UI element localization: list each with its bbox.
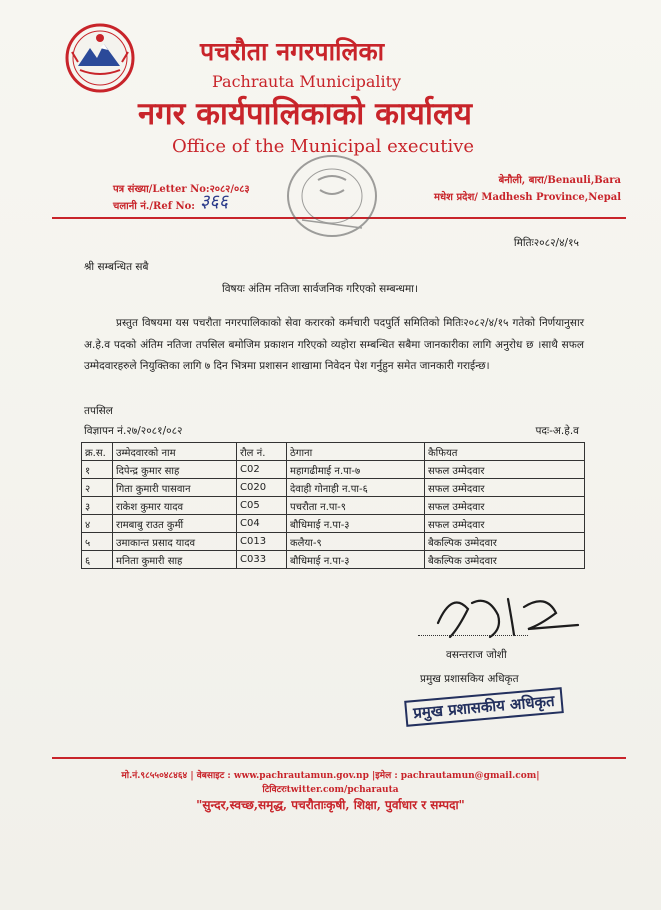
municipality-name-english: Pachrauta Municipality: [212, 72, 402, 91]
table-cell: सफल उम्मेदवार: [425, 497, 585, 515]
footer-slogan: "सुन्दर,स्वच्छ,समृद्ध, पचरौताःकृषी, शिक्षा, पुर्वाधार र सम्पदा": [196, 798, 465, 812]
table-row: [82, 479, 585, 497]
table-cell: बौधिमाई न.पा-३: [287, 515, 425, 533]
ref-number-label: चलानी नं./Ref No:: [113, 201, 195, 212]
table-header-cell: क्र.स.: [82, 443, 113, 461]
table-cell: C033: [237, 551, 287, 569]
table-cell: सफल उम्मेदवार: [425, 479, 585, 497]
location-line-2: मधेश प्रदेश/ Madhesh Province,Nepal: [434, 192, 621, 203]
office-name-english: Office of the Municipal executive: [172, 136, 475, 157]
table-cell: बौधिमाई न.पा-३: [287, 551, 425, 569]
table-row: [82, 497, 585, 515]
footer-contact: मो.नं.९८५५०४८४६४ | वेबसाइट : www.pachrautamun.gov.np |इमेल : pachrautamun@gmail.com|: [121, 771, 540, 781]
table-cell: C04: [237, 515, 287, 533]
table-header-row: [82, 443, 585, 461]
office-name-nepali: नगर कार्यपालिकाको कार्यालय: [138, 96, 472, 132]
table-cell: सफल उम्मेदवार: [425, 461, 585, 479]
table-cell: C013: [237, 533, 287, 551]
body-text: प्रस्तुत विषयमा यस पचरौता नगरपालिकाको सेवा करारको कर्मचारी पदपुर्ति समितिको मितिः२०८२/४/१५ गतेको निर्णयानुसार अ.हे.व पदको अंतिम नतिजा तपसिल बमोजिम प्रकाशन गरिएको व्यहोरा सम्बन्धित सबैमा जानकारीका लागि अनुरोध छ ।साथै सफल उम्मेदवारहरुले नियुक्तिका लागि ७ दिन भित्रमा प्रशासन शाखामा निवेदन पेश गर्नुहुन समेत जानकारी गराईन्छ।: [84, 317, 584, 372]
letter-date: मितिः२०८२/४/१५: [513, 237, 579, 249]
table-cell: पचरौता न.पा-९: [287, 497, 425, 515]
table-cell: ४: [82, 515, 113, 533]
letter-number: पत्र संख्या/Letter No:२०८२/०८३: [113, 184, 250, 195]
handwritten-signature: [428, 585, 588, 645]
ref-number-value: ३६६: [200, 191, 229, 212]
table-cell: रामबाबु राउत कुर्मी: [113, 515, 237, 533]
candidate-results-table: [81, 442, 585, 569]
table-cell: दिपेन्द्र कुमार साह: [113, 461, 237, 479]
table-cell: सफल उम्मेदवार: [425, 515, 585, 533]
office-round-stamp: [282, 150, 382, 246]
table-row: [82, 515, 585, 533]
table-cell: राकेश कुमार यादव: [113, 497, 237, 515]
table-cell: बैकल्पिक उम्मेदवार: [425, 533, 585, 551]
subject-line: विषयः अंतिम नतिजा सार्वजनिक गरिएको सम्बन्धमा।: [222, 283, 418, 295]
table-header-cell: उम्मेदवारको नाम: [113, 443, 237, 461]
table-cell: देवाही गोनाही न.पा-६: [287, 479, 425, 497]
signature-line: [418, 635, 528, 636]
notice-number: विज्ञापन नं.२७/२०८१/०८२: [84, 425, 183, 437]
table-cell: ६: [82, 551, 113, 569]
signatory-name: वसन्तराज जोशी: [446, 649, 507, 661]
footer-divider: [52, 757, 626, 759]
table-cell: १: [82, 461, 113, 479]
table-header-cell: कैफियत: [425, 443, 585, 461]
table-cell: गिता कुमारी पासवान: [113, 479, 237, 497]
table-row: [82, 461, 585, 479]
municipality-name-nepali: पचरौता नगरपालिका: [200, 37, 385, 66]
table-cell: उमाकान्त प्रसाद यादव: [113, 533, 237, 551]
table-cell: ३: [82, 497, 113, 515]
table-cell: २: [82, 479, 113, 497]
municipality-emblem-logo: [64, 22, 136, 94]
table-cell: महागढीमाई न.पा-७: [287, 461, 425, 479]
signatory-title: प्रमुख प्रशासकिय अधिकृत: [420, 673, 519, 685]
tapsil-label: तपसिल: [84, 405, 113, 417]
post-label: पदः-अ.हे.व: [535, 425, 579, 437]
location-line-1: बेनौली, बारा/Benauli,Bara: [498, 175, 621, 186]
table-cell: बैकल्पिक उम्मेदवार: [425, 551, 585, 569]
table-row: [82, 533, 585, 551]
table-cell: कलैया-९: [287, 533, 425, 551]
table-cell: मनिता कुमारी साह: [113, 551, 237, 569]
footer-twitter: टिविटरःtwitter.com/pcharauta: [262, 785, 399, 795]
addressee: श्री सम्बन्धित सबै: [84, 261, 149, 273]
table-cell: ५: [82, 533, 113, 551]
table-cell: C020: [237, 479, 287, 497]
designation-seal: प्रमुख प्रशासकीय अधिकृत: [404, 687, 563, 727]
table-header-cell: रौल नं.: [237, 443, 287, 461]
table-cell: C02: [237, 461, 287, 479]
body-paragraph: [84, 313, 584, 378]
table-cell: C05: [237, 497, 287, 515]
table-header-cell: ठेगाना: [287, 443, 425, 461]
table-row: [82, 551, 585, 569]
